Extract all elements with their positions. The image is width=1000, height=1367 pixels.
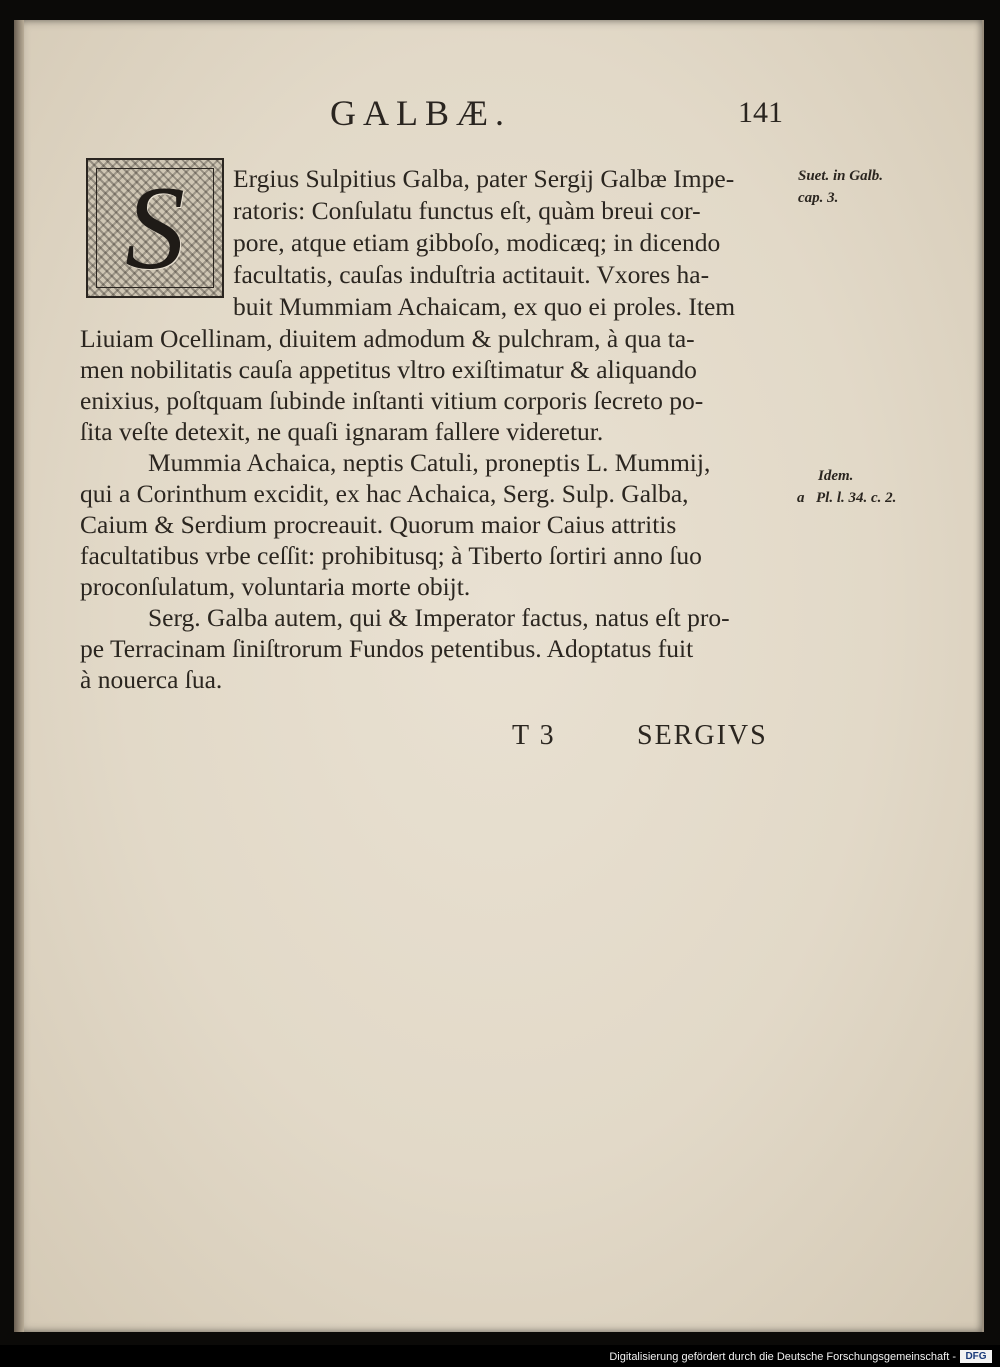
- margin-note-2: Idem.: [818, 468, 854, 484]
- margin-note-2-marker: a: [797, 490, 805, 506]
- body-line-17: à nouerca ſua.: [80, 665, 223, 694]
- margin-note-1: Suet. in Galb.: [798, 168, 884, 184]
- body-line-9: ſita veſte detexit, ne quaſi ignaram fallere videretur.: [80, 417, 604, 446]
- body-line-7: men nobilitatis cauſa appetitus vltro exiſtimatur & aliquando: [80, 355, 697, 384]
- binding-edge: [14, 20, 24, 1332]
- body-line-15: Serg. Galba autem, qui & Imperator factus, natus eſt pro-: [148, 603, 730, 632]
- initial-frame: [96, 161, 214, 294]
- body-line-10: Mummia Achaica, neptis Catuli, proneptis L. Mummij,: [148, 448, 711, 477]
- body-line-13: facultatibus vrbe ceſſit: prohibitusq; à Tiberto ſortiri anno ſuo: [80, 541, 702, 570]
- page-edge: [982, 20, 984, 1332]
- body-line-3: pore, atque etiam gibboſo, modicæq; in dicendo: [233, 228, 721, 257]
- page-number: 141: [738, 96, 783, 129]
- catchword: SERGIVS: [637, 720, 768, 751]
- margin-note-2-cont: Pl. l. 34. c. 2.: [816, 490, 897, 506]
- margin-note-1-cont: cap. 3.: [798, 190, 839, 206]
- body-line-8: enixius, poſtquam ſubinde inſtanti vitium corporis ſecreto po-: [80, 386, 704, 415]
- body-line-5: buit Mummiam Achaicam, ex quo ei proles. Item: [233, 292, 736, 321]
- initial-letter: S: [125, 161, 185, 294]
- dfg-logo: DFG: [960, 1350, 992, 1363]
- funding-credit: Digitalisierung gefördert durch die Deutsche Forschungsgemeinschaft -: [609, 1351, 956, 1363]
- body-line-6: Liuiam Ocellinam, diuitem admodum & pulchram, à qua ta-: [80, 324, 695, 353]
- footer-bar: [0, 1345, 1000, 1367]
- running-title: GALBÆ.: [330, 93, 512, 133]
- body-line-11: qui a Corinthum excidit, ex hac Achaica, Serg. Sulp. Galba,: [80, 479, 689, 508]
- body-line-2: ratoris: Conſulatu functus eſt, quàm breui cor-: [233, 196, 701, 225]
- body-line-14: proconſulatum, voluntaria morte obijt.: [80, 572, 471, 601]
- body-line-16: pe Terracinam ſiniſtrorum Fundos petentibus. Adoptatus fuit: [80, 634, 694, 663]
- body-line-1: Ergius Sulpitius Galba, pater Sergij Galbæ Impe-: [233, 164, 735, 193]
- decorated-initial: [86, 158, 224, 298]
- body-line-4: facultatis, cauſas induſtria actitauit. Vxores ha-: [233, 260, 710, 289]
- signature-mark: T 3: [512, 720, 556, 751]
- body-line-12: Caium & Serdium procreauit. Quorum maior Caius attritis: [80, 510, 677, 539]
